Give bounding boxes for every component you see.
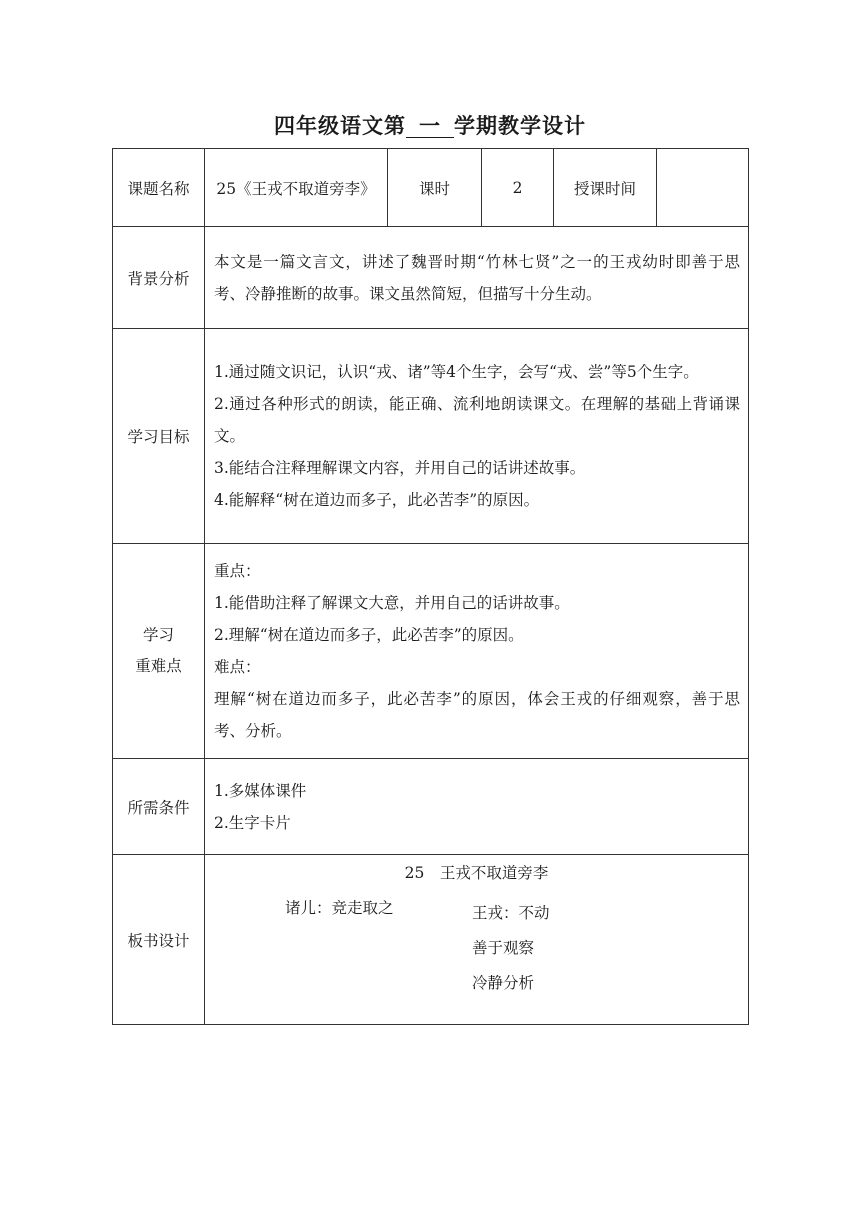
title-suffix: 学期教学设计: [454, 114, 586, 138]
time-label: 授课时间: [554, 149, 657, 227]
board-right-item: 善于观察: [472, 939, 535, 957]
lesson-plan-table: [112, 148, 749, 1025]
periods-value: 2: [482, 149, 554, 227]
key-item: 1.能借助注释了解课文大意，并用自己的话讲故事。: [214, 594, 570, 612]
objective-item: 2.通过各种形式的朗读，能正确、流利地朗读课文。在理解的基础上背诵课文。: [214, 395, 740, 445]
requirement-item: 1.多媒体课件: [214, 781, 307, 800]
board-left-text: 诸儿：竞走取之: [285, 899, 394, 917]
periods-label: 课时: [388, 149, 482, 227]
board-right-item: 冷静分析: [472, 974, 535, 992]
objectives-row: [113, 329, 749, 544]
requirement-item: 2.生字卡片: [214, 813, 291, 832]
objective-item: 1.通过随文识记，认识“戎、诸”等4个生字，会写“戎、尝”等5个生字。: [214, 363, 699, 381]
background-text: 本文是一篇文言文，讲述了魏晋时期“竹林七贤”之一的王戎幼时即善于思考、冷静推断的故事。课文虽然简短，但描写十分生动。: [205, 227, 749, 329]
requirements-row: [113, 759, 749, 855]
background-label: 背景分析: [113, 227, 205, 329]
board-content: [205, 855, 749, 1025]
difficulty-heading: 难点：: [214, 658, 261, 676]
document-title: [0, 110, 860, 140]
key-points-content: [205, 544, 749, 759]
topic-label: 课题名称: [113, 149, 205, 227]
board-row: [113, 855, 749, 1025]
requirements-label: 所需条件: [113, 759, 205, 855]
objective-item: 4.能解释“树在道边而多子，此必苦李”的原因。: [214, 491, 540, 509]
topic-value: 25《王戎不取道旁李》: [205, 149, 388, 227]
header-row: [113, 149, 749, 227]
board-label: 板书设计: [113, 855, 205, 1025]
board-right-list: [472, 896, 550, 1001]
objective-item: 3.能结合注释理解课文内容，并用自己的话讲述故事。: [214, 459, 586, 477]
title-prefix: 四年级语文第: [274, 114, 406, 138]
time-value: [657, 149, 749, 227]
key-item: 2.理解“树在道边而多子，此必苦李”的原因。: [214, 626, 524, 644]
key-points-row: [113, 544, 749, 759]
key-points-label-line1: 学习: [142, 626, 174, 644]
difficulty-text: 理解“树在道边而多子，此必苦李”的原因，体会王戎的仔细观察，善于思考、分析。: [214, 690, 740, 740]
key-points-label-line2: 重难点: [135, 657, 182, 675]
key-heading: 重点：: [214, 562, 261, 580]
title-semester-blank: 一: [406, 115, 454, 138]
background-row: [113, 227, 749, 329]
objectives-label: 学习目标: [113, 329, 205, 544]
board-right-item: 王戎：不动: [472, 904, 550, 922]
objectives-content: [205, 329, 749, 544]
key-points-label: [113, 544, 205, 759]
requirements-content: [205, 759, 749, 855]
board-title: 25 王戎不取道旁李: [404, 864, 549, 882]
